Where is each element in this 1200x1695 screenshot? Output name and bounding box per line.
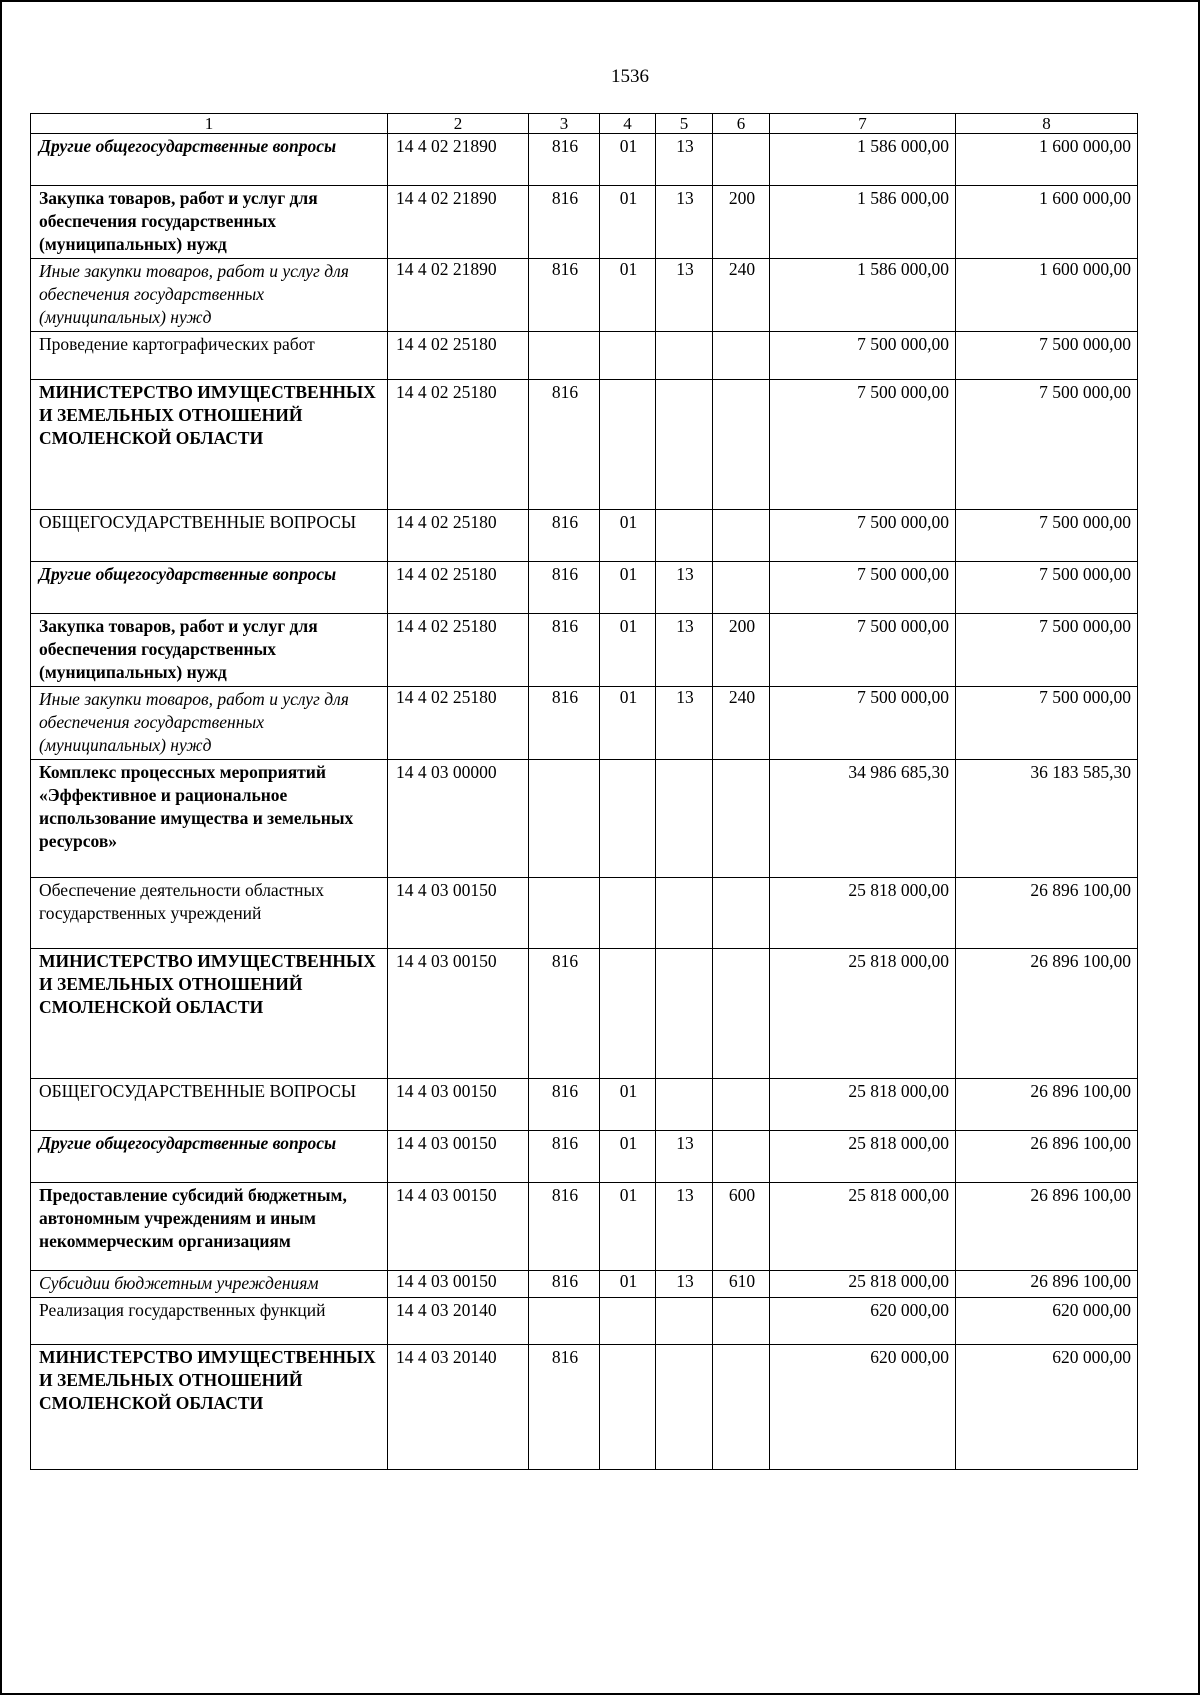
table-header-row <box>31 114 1138 134</box>
row-col7-amount-cell: 7 500 000,00 <box>770 687 956 760</box>
row-col5-cell: 13 <box>656 1271 713 1298</box>
row-col7-amount-cell: 34 986 685,30 <box>770 760 956 878</box>
table-row <box>31 380 1138 510</box>
row-col8-amount-cell: 7 500 000,00 <box>956 510 1138 562</box>
row-col8-amount-cell: 26 896 100,00 <box>956 1079 1138 1131</box>
row-col4-cell <box>600 1298 656 1345</box>
header-cell-5: 5 <box>656 114 713 134</box>
table-row <box>31 332 1138 380</box>
row-col8-amount-cell: 7 500 000,00 <box>956 687 1138 760</box>
row-col7-amount-cell: 1 586 000,00 <box>770 259 956 332</box>
row-col3-cell <box>529 760 600 878</box>
table-row <box>31 614 1138 687</box>
row-col8-amount-cell: 7 500 000,00 <box>956 614 1138 687</box>
row-code-cell: 14 4 02 25180 <box>388 562 529 614</box>
row-name-cell: Обеспечение деятельности областных государственных учреждений <box>31 878 388 949</box>
row-col4-cell <box>600 949 656 1079</box>
row-col4-cell: 01 <box>600 134 656 186</box>
row-col7-amount-cell: 7 500 000,00 <box>770 332 956 380</box>
row-col8-amount-cell: 620 000,00 <box>956 1345 1138 1470</box>
row-code-cell: 14 4 03 00150 <box>388 949 529 1079</box>
row-code-cell: 14 4 02 21890 <box>388 259 529 332</box>
row-col4-cell: 01 <box>600 1079 656 1131</box>
table-row <box>31 1298 1138 1345</box>
row-col6-cell <box>713 1345 770 1470</box>
row-col7-amount-cell: 7 500 000,00 <box>770 614 956 687</box>
row-name-cell: МИНИСТЕРСТВО ИМУЩЕСТВЕННЫХ И ЗЕМЕЛЬНЫХ ОТНОШЕНИЙ СМОЛЕНСКОЙ ОБЛАСТИ <box>31 380 388 510</box>
row-col6-cell <box>713 562 770 614</box>
row-col4-cell <box>600 760 656 878</box>
row-col3-cell: 816 <box>529 562 600 614</box>
table-row <box>31 1131 1138 1183</box>
row-col3-cell: 816 <box>529 949 600 1079</box>
row-col5-cell: 13 <box>656 562 713 614</box>
row-code-cell: 14 4 02 25180 <box>388 332 529 380</box>
table-body <box>31 114 1138 1470</box>
row-col3-cell: 816 <box>529 259 600 332</box>
row-col5-cell: 13 <box>656 614 713 687</box>
row-col8-amount-cell: 26 896 100,00 <box>956 949 1138 1079</box>
row-col5-cell: 13 <box>656 186 713 259</box>
row-col5-cell <box>656 510 713 562</box>
row-name-cell: Закупка товаров, работ и услуг для обеспечения государственных (муниципальных) нужд <box>31 614 388 687</box>
table-row <box>31 687 1138 760</box>
header-cell-3: 3 <box>529 114 600 134</box>
header-cell-2: 2 <box>388 114 529 134</box>
row-col3-cell: 816 <box>529 614 600 687</box>
row-code-cell: 14 4 02 25180 <box>388 380 529 510</box>
row-col6-cell <box>713 949 770 1079</box>
row-name-cell: Предоставление субсидий бюджетным, автономным учреждениям и иным некоммерческим организациям <box>31 1183 388 1271</box>
row-col5-cell <box>656 1298 713 1345</box>
table-row <box>31 134 1138 186</box>
row-col4-cell: 01 <box>600 562 656 614</box>
row-col6-cell: 200 <box>713 614 770 687</box>
table-row <box>31 878 1138 949</box>
row-code-cell: 14 4 03 20140 <box>388 1298 529 1345</box>
row-col6-cell <box>713 1131 770 1183</box>
row-col4-cell <box>600 332 656 380</box>
row-col3-cell: 816 <box>529 1131 600 1183</box>
row-col3-cell: 816 <box>529 1345 600 1470</box>
row-col7-amount-cell: 1 586 000,00 <box>770 134 956 186</box>
row-code-cell: 14 4 02 21890 <box>388 134 529 186</box>
row-col8-amount-cell: 1 600 000,00 <box>956 259 1138 332</box>
row-col5-cell: 13 <box>656 1131 713 1183</box>
budget-table <box>30 113 1138 1470</box>
row-col8-amount-cell: 36 183 585,30 <box>956 760 1138 878</box>
row-col6-cell <box>713 878 770 949</box>
row-code-cell: 14 4 03 00150 <box>388 1183 529 1271</box>
row-col4-cell: 01 <box>600 614 656 687</box>
table-row <box>31 562 1138 614</box>
row-col3-cell <box>529 878 600 949</box>
row-col3-cell: 816 <box>529 1183 600 1271</box>
row-col5-cell: 13 <box>656 687 713 760</box>
row-col6-cell <box>713 1079 770 1131</box>
row-name-cell: ОБЩЕГОСУДАРСТВЕННЫЕ ВОПРОСЫ <box>31 510 388 562</box>
row-col3-cell <box>529 332 600 380</box>
row-name-cell: Иные закупки товаров, работ и услуг для обеспечения государственных (муниципальных) нужд <box>31 687 388 760</box>
row-col6-cell <box>713 332 770 380</box>
row-col6-cell <box>713 510 770 562</box>
page-number: 1536 <box>611 66 649 87</box>
table-row <box>31 760 1138 878</box>
row-col3-cell: 816 <box>529 380 600 510</box>
row-name-cell: Субсидии бюджетным учреждениям <box>31 1271 388 1298</box>
row-col7-amount-cell: 7 500 000,00 <box>770 510 956 562</box>
row-col5-cell: 13 <box>656 134 713 186</box>
table-row <box>31 186 1138 259</box>
row-col5-cell <box>656 1079 713 1131</box>
row-col7-amount-cell: 620 000,00 <box>770 1345 956 1470</box>
row-col7-amount-cell: 620 000,00 <box>770 1298 956 1345</box>
table-row <box>31 1271 1138 1298</box>
row-col7-amount-cell: 25 818 000,00 <box>770 878 956 949</box>
row-col7-amount-cell: 25 818 000,00 <box>770 1131 956 1183</box>
row-col3-cell: 816 <box>529 134 600 186</box>
row-col7-amount-cell: 7 500 000,00 <box>770 562 956 614</box>
row-col5-cell <box>656 1345 713 1470</box>
header-cell-4: 4 <box>600 114 656 134</box>
row-name-cell: Комплекс процессных мероприятий «Эффективное и рациональное использование имущества и земельных ресурсов» <box>31 760 388 878</box>
row-col8-amount-cell: 26 896 100,00 <box>956 1131 1138 1183</box>
row-col3-cell: 816 <box>529 510 600 562</box>
row-col7-amount-cell: 25 818 000,00 <box>770 1183 956 1271</box>
row-col4-cell: 01 <box>600 186 656 259</box>
table-row <box>31 1345 1138 1470</box>
row-code-cell: 14 4 03 00150 <box>388 1079 529 1131</box>
row-name-cell: ОБЩЕГОСУДАРСТВЕННЫЕ ВОПРОСЫ <box>31 1079 388 1131</box>
row-col4-cell: 01 <box>600 259 656 332</box>
row-col6-cell: 200 <box>713 186 770 259</box>
row-col8-amount-cell: 7 500 000,00 <box>956 380 1138 510</box>
row-code-cell: 14 4 03 00150 <box>388 878 529 949</box>
row-code-cell: 14 4 02 21890 <box>388 186 529 259</box>
table-row <box>31 510 1138 562</box>
row-col7-amount-cell: 25 818 000,00 <box>770 949 956 1079</box>
table-row <box>31 949 1138 1079</box>
row-col4-cell: 01 <box>600 1131 656 1183</box>
row-col8-amount-cell: 620 000,00 <box>956 1298 1138 1345</box>
row-col5-cell: 13 <box>656 259 713 332</box>
row-col4-cell: 01 <box>600 1271 656 1298</box>
row-col7-amount-cell: 7 500 000,00 <box>770 380 956 510</box>
row-name-cell: Закупка товаров, работ и услуг для обеспечения государственных (муниципальных) нужд <box>31 186 388 259</box>
row-col8-amount-cell: 26 896 100,00 <box>956 1271 1138 1298</box>
row-col8-amount-cell: 1 600 000,00 <box>956 186 1138 259</box>
row-code-cell: 14 4 03 00000 <box>388 760 529 878</box>
row-col7-amount-cell: 25 818 000,00 <box>770 1271 956 1298</box>
row-col3-cell: 816 <box>529 1079 600 1131</box>
row-col4-cell: 01 <box>600 1183 656 1271</box>
row-col6-cell: 610 <box>713 1271 770 1298</box>
row-col6-cell <box>713 1298 770 1345</box>
row-col3-cell: 816 <box>529 687 600 760</box>
row-col5-cell <box>656 949 713 1079</box>
row-name-cell: МИНИСТЕРСТВО ИМУЩЕСТВЕННЫХ И ЗЕМЕЛЬНЫХ ОТНОШЕНИЙ СМОЛЕНСКОЙ ОБЛАСТИ <box>31 1345 388 1470</box>
row-col8-amount-cell: 26 896 100,00 <box>956 1183 1138 1271</box>
row-name-cell: Иные закупки товаров, работ и услуг для обеспечения государственных (муниципальных) нужд <box>31 259 388 332</box>
row-code-cell: 14 4 03 20140 <box>388 1345 529 1470</box>
row-name-cell: Другие общегосударственные вопросы <box>31 562 388 614</box>
header-cell-8: 8 <box>956 114 1138 134</box>
row-code-cell: 14 4 02 25180 <box>388 687 529 760</box>
row-col4-cell <box>600 1345 656 1470</box>
row-col4-cell: 01 <box>600 510 656 562</box>
row-col6-cell: 600 <box>713 1183 770 1271</box>
row-name-cell: МИНИСТЕРСТВО ИМУЩЕСТВЕННЫХ И ЗЕМЕЛЬНЫХ ОТНОШЕНИЙ СМОЛЕНСКОЙ ОБЛАСТИ <box>31 949 388 1079</box>
row-col6-cell <box>713 134 770 186</box>
row-col6-cell: 240 <box>713 687 770 760</box>
row-code-cell: 14 4 02 25180 <box>388 510 529 562</box>
row-col8-amount-cell: 7 500 000,00 <box>956 562 1138 614</box>
row-name-cell: Другие общегосударственные вопросы <box>31 134 388 186</box>
row-code-cell: 14 4 03 00150 <box>388 1131 529 1183</box>
row-col6-cell <box>713 380 770 510</box>
row-col8-amount-cell: 1 600 000,00 <box>956 134 1138 186</box>
table-row <box>31 1079 1138 1131</box>
row-col3-cell <box>529 1298 600 1345</box>
row-code-cell: 14 4 02 25180 <box>388 614 529 687</box>
row-col4-cell <box>600 878 656 949</box>
row-col6-cell <box>713 760 770 878</box>
header-cell-1: 1 <box>31 114 388 134</box>
header-cell-6: 6 <box>713 114 770 134</box>
row-col3-cell: 816 <box>529 186 600 259</box>
row-col6-cell: 240 <box>713 259 770 332</box>
row-col7-amount-cell: 1 586 000,00 <box>770 186 956 259</box>
row-col3-cell: 816 <box>529 1271 600 1298</box>
header-cell-7: 7 <box>770 114 956 134</box>
row-col7-amount-cell: 25 818 000,00 <box>770 1079 956 1131</box>
row-name-cell: Реализация государственных функций <box>31 1298 388 1345</box>
row-col5-cell <box>656 878 713 949</box>
row-col5-cell <box>656 380 713 510</box>
row-col8-amount-cell: 26 896 100,00 <box>956 878 1138 949</box>
table-row <box>31 1183 1138 1271</box>
row-col4-cell <box>600 380 656 510</box>
row-col4-cell: 01 <box>600 687 656 760</box>
row-col5-cell: 13 <box>656 1183 713 1271</box>
row-code-cell: 14 4 03 00150 <box>388 1271 529 1298</box>
row-col8-amount-cell: 7 500 000,00 <box>956 332 1138 380</box>
row-name-cell: Другие общегосударственные вопросы <box>31 1131 388 1183</box>
row-col5-cell <box>656 760 713 878</box>
table-row <box>31 259 1138 332</box>
row-name-cell: Проведение картографических работ <box>31 332 388 380</box>
row-col5-cell <box>656 332 713 380</box>
